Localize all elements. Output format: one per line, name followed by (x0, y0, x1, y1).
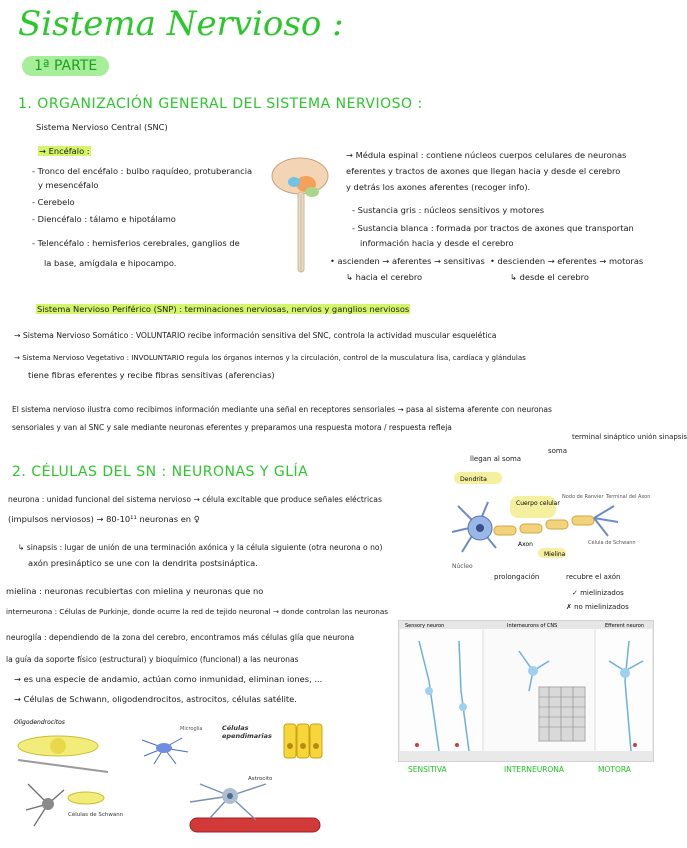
neurona-line-1: neurona : unidad funcional del sistema nervioso → célula excitable que produce señales eléctricas (8, 495, 382, 504)
vegetativo-text: → Sistema Nervioso Vegetativo : INVOLUNTARIO regula los órganos internos y la circulación, control de la musculatura lisa, cardíaca y glándulas (14, 353, 526, 362)
part-badge: 1ª PARTE (22, 56, 109, 76)
ependimarias-label: Células ependimarias (222, 724, 272, 740)
cerebelo-text: - Cerebelo (32, 197, 75, 207)
ascienden-detail: ↳ hacia el cerebro (346, 272, 423, 282)
somatico-text: → Sistema Nervioso Somático : VOLUNTARIO recibe información sensitiva del SNC, controla la actividad muscular esquelética (14, 331, 497, 340)
sustancia-gris: - Sustancia gris : núcleos sensitivos y motores (352, 205, 545, 215)
snc-label: Sistema Nervioso Central (SNC) (36, 122, 168, 132)
medula-line-3: y detrás los axones aferentes (recoger info). (346, 182, 531, 192)
label-motora: MOTORA (598, 765, 631, 774)
descienden: • descienden → eferentes → motoras (490, 256, 644, 266)
svg-text:Axon: Axon (518, 541, 533, 548)
snp-text: Sistema Nervioso Periférico (SNP) : terminaciones nerviosas, nervios y ganglios nerviosos (37, 304, 410, 314)
svg-text:Cuerpo celular: Cuerpo celular (516, 500, 560, 507)
medula-line-1: → Médula espinal : contiene núcleos cuerpos celulares de neuronas (346, 150, 627, 160)
neuroglia-line-2: la guía da soporte físico (estructural) y bioquímico (funcional) a las neuronas (6, 655, 299, 664)
mielinizados-label: ✓ mielinizados (572, 589, 624, 597)
terminal-label: terminal sináptico unión sinapsis (572, 433, 687, 441)
label-sensitiva: SENSITIVA (408, 765, 447, 774)
section2-heading: 2. CÉLULAS DEL SN : NEURONAS Y GLÍA (12, 464, 309, 480)
svg-text:Célula de Schwann: Célula de Schwann (588, 540, 636, 546)
svg-text:Núcleo: Núcleo (452, 563, 473, 570)
no-mielinizados-label: ✗ no mielinizados (566, 603, 629, 611)
neuroglia-line-4: → Células de Schwann, oligodendrocitos, astrocitos, células satélite. (14, 694, 297, 704)
diencefalo-text: - Diencéfalo : tálamo e hipotálamo (32, 214, 176, 224)
microglia-illustration (132, 722, 208, 768)
svg-text:Oligodendrocitos: Oligodendrocitos (14, 719, 65, 726)
mielina-text: mielina : neuronas recubiertas con mielina y neuronas que no (6, 586, 264, 596)
page-title: Sistema Nervioso : (18, 4, 344, 44)
svg-text:Astrocito: Astrocito (248, 776, 273, 782)
sinapsis-line-2: axón presináptico se une con la dendrita postsináptica. (28, 558, 258, 568)
medula-line-2: eferentes y tractos de axones que llegan hacia y desde el cerebro (346, 166, 621, 176)
llegan-label: llegan al soma (470, 455, 522, 463)
astrocyte-illustration (170, 770, 340, 840)
interneurona-text: interneurona : Células de Purkinje, donde ocurre la red de tejido neuronal → donde controlan las neuronas (6, 607, 389, 616)
encefalo-item: → Encéfalo : (39, 146, 90, 156)
svg-text:Mielina: Mielina (544, 551, 566, 558)
resumen-line-2: sensoriales y van al SNC y sale mediante neuronas eferentes y preparamos una respuesta motora / respuesta refleja (12, 423, 452, 432)
ependymal-cells-illustration (282, 718, 326, 762)
prolongacion-label: prolongación (494, 573, 540, 581)
neuroglia-line-1: neuroglía : dependiendo de la zona del cerebro, encontramos más células glía que neurona (6, 633, 355, 642)
tronco-text: - Tronco del encéfalo : bulbo raquídeo, protuberancia (32, 166, 253, 176)
svg-text:Sensory neuron: Sensory neuron (405, 623, 445, 629)
soma-label: soma (548, 447, 568, 455)
svg-text:Células de Schwann: Células de Schwann (68, 812, 124, 818)
vegetativo-text-2: tiene fibras eferentes y recibe fibras sensitivas (aferencias) (28, 370, 275, 380)
svg-text:Interneurons of CNS: Interneurons of CNS (507, 623, 558, 629)
sustancia-blanca-2: información hacia y desde el cerebro (360, 238, 514, 248)
telencefalo-text-2: la base, amígdala e hipocampo. (44, 258, 177, 268)
label-interneurona: INTERNEURONA (504, 765, 565, 774)
neuroglia-line-3: → es una especie de andamio, actúan como inmunidad, eliminan iones, ... (14, 674, 323, 684)
svg-text:Efferent neuron: Efferent neuron (605, 623, 645, 629)
oligodendrocyte-schwann-illustration (8, 714, 124, 830)
resumen-line-1: El sistema nervioso ilustra como recibimos información mediante una señal en receptores sensoriales → pasa al sistema aferente con neuronas (12, 405, 552, 414)
descienden-detail: ↳ desde el cerebro (510, 272, 589, 282)
svg-text:Nodo de Ranvier: Nodo de Ranvier (562, 494, 604, 500)
neurona-line-2: (impulsos nerviosos) → 80-10¹¹ neuronas en ♀ (8, 514, 200, 524)
tronco-text-2: y mesencéfalo (38, 180, 99, 190)
neuron-types-panel (398, 620, 654, 762)
ascienden: • ascienden → aferentes → sensitivas (330, 256, 485, 266)
recubre-label: recubre el axón (566, 573, 621, 581)
svg-text:Dendrita: Dendrita (460, 476, 487, 483)
svg-text:Terminal del Axon: Terminal del Axon (606, 494, 651, 500)
sinapsis-line-1: ↳ sinapsis : lugar de unión de una terminación axónica y la célula siguiente (otra neurona o no) (18, 543, 383, 552)
telencefalo-text: - Telencéfalo : hemisferios cerebrales, ganglios de (32, 238, 240, 248)
sustancia-blanca-1: - Sustancia blanca : formada por tractos de axones que transportan (352, 223, 634, 233)
svg-text:Microglía: Microglía (180, 726, 203, 732)
section1-heading: 1. ORGANIZACIÓN GENERAL DEL SISTEMA NERVIOSO : (18, 96, 423, 112)
